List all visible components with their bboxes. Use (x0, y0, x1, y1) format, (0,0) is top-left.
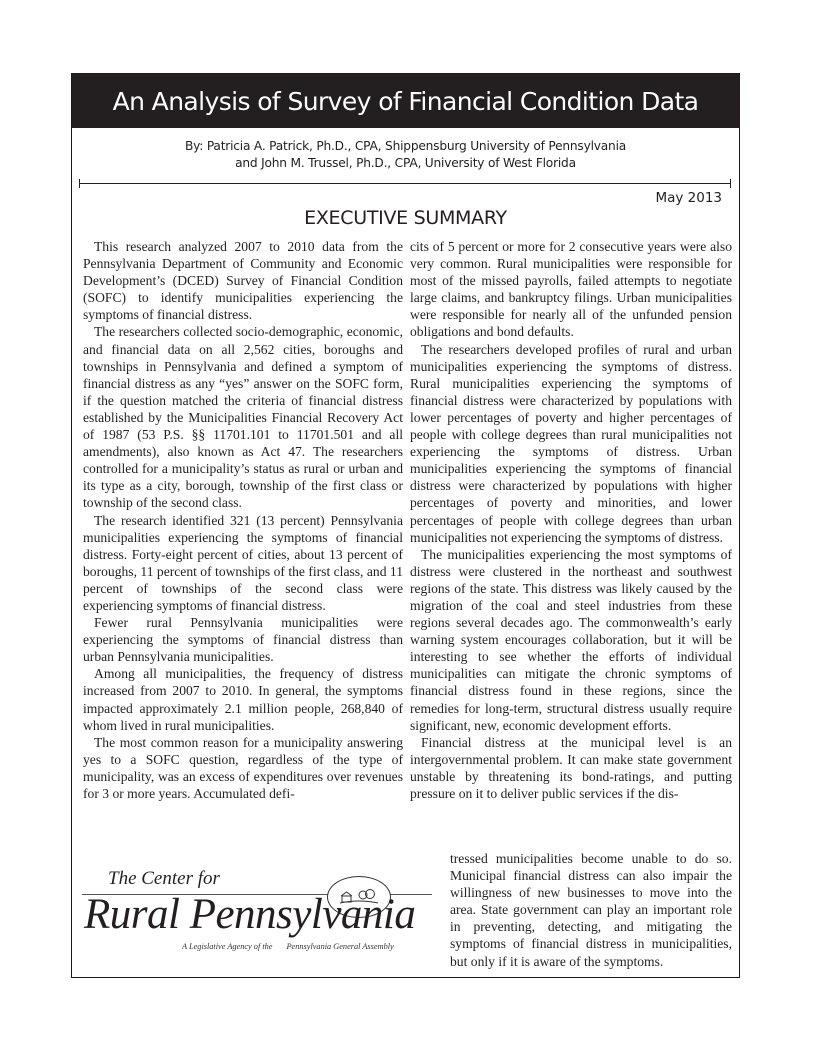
byline-author-2: and John M. Trussel, Ph.D., CPA, University of West Florida (235, 156, 576, 170)
center-for-rural-pennsylvania-logo (82, 854, 432, 964)
publication-date: May 2013 (655, 190, 722, 206)
report-title: An Analysis of Survey of Financial Condition Data (72, 74, 739, 128)
logo-line1: The Center for (108, 868, 220, 889)
byline-author-1: By: Patricia A. Patrick, Ph.D., CPA, Shippensburg University of Pennsylvania (184, 139, 627, 153)
paragraph: The municipalities experiencing the most symptoms of distress were clustered in the northeast and southwest regions of the state. This distress was likely caused by the migration of the coal and steel industries from these regions several decades ago. The commonwealth’s early warning system encourages collaboration, but it will be interesting to see whether the efforts of individual municipalities can mitigate the chronic symptoms of financial distress found in these regions, since the remedies for long-term, structural distress usually require significant, new, economic development efforts. (410, 546, 732, 733)
logo-tagline (182, 942, 394, 951)
paragraph: The researchers collected socio-demographic, economic, and financial data on all 2,562 cities, boroughs and townships in Pennsylvania and defined a symptom of financial distress as any “yes” answer on the SOFC form, if the question matched the criteria of financial distress established by the Municipalities Financial Recovery Act of 1987 (53 P.S. §§ 11701.101 to 11701.501 and all amendments), also known as Act 47. The researchers controlled for a municipality’s status as rural or urban and its type as a city, borough, township of the first class or township of the second class. (83, 324, 403, 511)
paragraph: This research analyzed 2007 to 2010 data from the Pennsylvania Department of Community and Economic Development’s (DCED) Survey of Financial Condition (SOFC) to identify municipalities experiencing the symptoms of financial distress. (83, 239, 403, 323)
paragraph: cits of 5 percent or more for 2 consecutive years were also very common. Rural municipalities were responsible for most of the missed payrolls, failed attempts to negotiate large claims, and bankruptcy filings. Urban municipalities were responsible for nearly all of the unfunded pension obligations and bond defaults. (410, 239, 732, 340)
right-column (410, 238, 732, 802)
paragraph: The most common reason for a municipality answering yes to a SOFC question, regardless of the type of municipality, was an excess of expenditures over revenues for 3 or more years. Accumulated defi- (83, 734, 403, 801)
logo-line2: Rural Pennsylvania (84, 891, 416, 938)
right-column-tail (450, 850, 732, 970)
left-column (83, 238, 403, 802)
paragraph: Among all municipalities, the frequency of distress increased from 2007 to 2010. In general, the symptoms impacted approximately 2.1 million people, 268,840 of whom lived in rural municipalities. (83, 666, 403, 733)
header-divider (79, 183, 731, 184)
tagline-left: A Legislative Agency of the (182, 942, 273, 951)
paragraph: Fewer rural Pennsylvania municipalities were experiencing the symptoms of financial distress than urban Pennsylvania municipalities. (83, 615, 403, 665)
paragraph: The researchers developed profiles of rural and urban municipalities experiencing the symptoms of distress. Rural municipalities experiencing the symptoms of financial distress were characterized by populations with lower percentages of poverty and higher percentages of people with college degrees than rural municipalities not experiencing the symptoms of distress. Urban municipalities experiencing the symptoms of financial distress were characterized by populations with higher percentages of poverty and minorities, and lower percentages of people with college degrees than urban municipalities not experiencing the symptoms of distress. (410, 341, 732, 545)
byline (72, 138, 739, 172)
tagline-right: Pennsylvania General Assembly (286, 942, 394, 951)
section-title: EXECUTIVE SUMMARY (304, 207, 507, 229)
paragraph: Financial distress at the municipal level is an intergovernmental problem. It can make state government unstable by threatening its bond-ratings, and putting pressure on it to deliver public services if the dis- (410, 734, 732, 801)
paragraph: The research identified 321 (13 percent) Pennsylvania municipalities experiencing the symptoms of financial distress. Forty-eight percent of cities, about 13 percent of boroughs, 11 percent of townships of the first class, and 11 percent of townships of the second class were experiencing symptoms of financial distress. (83, 512, 403, 613)
page-frame (71, 73, 740, 978)
paragraph: tressed municipalities become unable to do so. Municipal financial distress can also impair the willingness of new businesses to move into the area. State government can play an important role in preventing, detecting, and mitigating the symptoms of financial distress in municipalities, but only if it is aware of the symptoms. (450, 851, 732, 969)
